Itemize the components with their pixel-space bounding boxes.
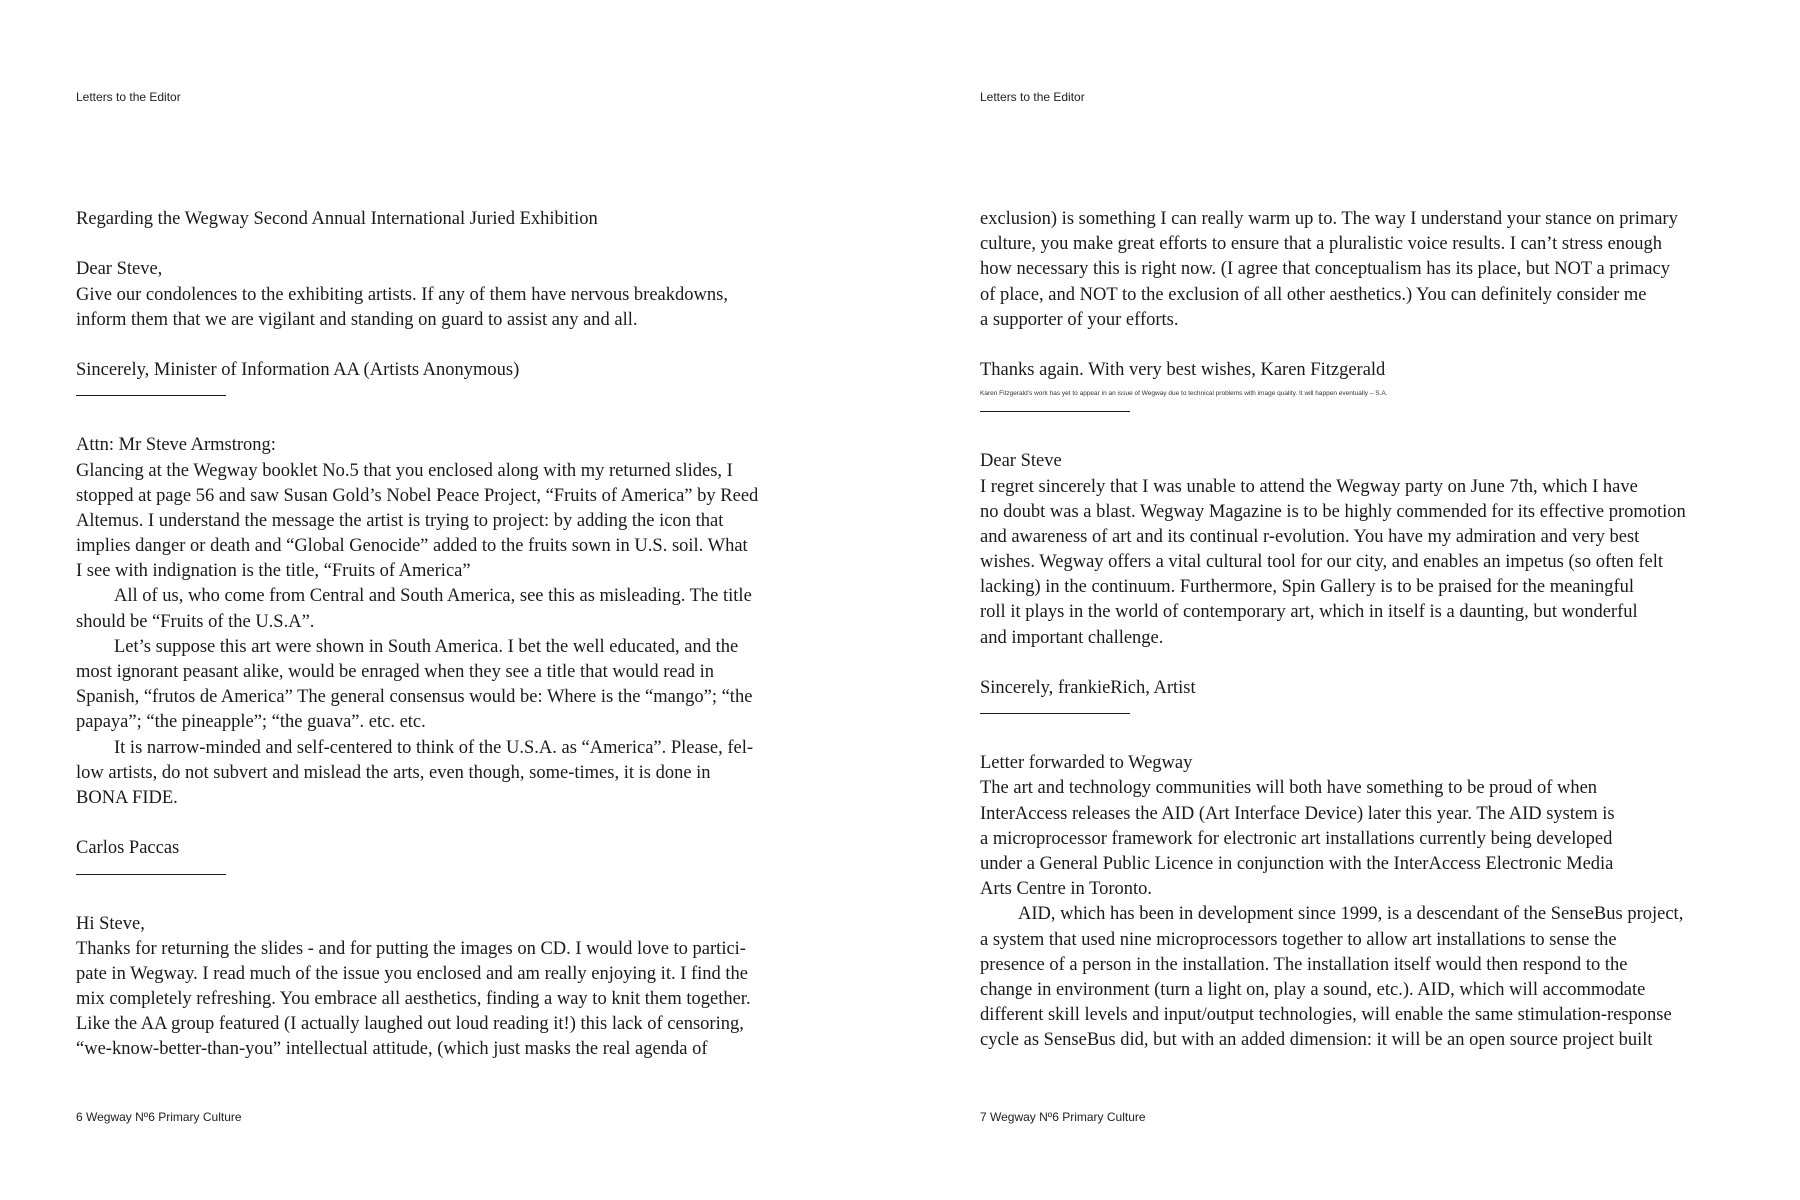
- text-line: inform them that we are vigilant and standing on guard to assist any and all.: [76, 309, 638, 330]
- text-line: most ignorant peasant alike, would be enraged when they see a title that would read in: [76, 662, 715, 682]
- letters-column: [76, 207, 846, 1063]
- text-line: wishes. Wegway offers a vital cultural tool for our city, and enables an impetus (so often felt: [980, 552, 1663, 573]
- text-line: change in environment (turn a light on, play a sound, etc.). AID, which will accommodate: [980, 979, 1646, 1000]
- text-line: All of us, who come from Central and South America, see this as misleading. The title: [114, 586, 752, 607]
- text-line: “we-know-better-than-you” intellectual attitude, (which just masks the real agenda of: [76, 1039, 708, 1060]
- text-line: lacking) in the continuum. Furthermore, Spin Gallery is to be praised for the meaningful: [980, 577, 1635, 598]
- letter-divider: [980, 411, 1130, 412]
- text-line: cycle as SenseBus did, but with an added dimension: it will be an open source project built: [980, 1030, 1653, 1051]
- text-line: I regret sincerely that I was unable to attend the Wegway party on June 7th, which I have: [980, 476, 1638, 497]
- text-line: under a General Public Licence in conjunction with the InterAccess Electronic Media: [980, 853, 1614, 874]
- text-line: Attn: Mr Steve Armstrong:: [76, 435, 276, 456]
- letter-divider: [980, 713, 1130, 714]
- running-head: Letters to the Editor: [980, 90, 1085, 104]
- text-line: Hi Steve,: [76, 913, 145, 934]
- text-line: Letter forwarded to Wegway: [980, 753, 1193, 774]
- text-line: no doubt was a blast. Wegway Magazine is to be highly commended for its effective promotion: [980, 501, 1686, 522]
- text-line: implies danger or death and “Global Genocide” added to the fruits sown in U.S. soil. What: [76, 536, 748, 557]
- text-line: and awareness of art and its continual r-evolution. You have my admiration and very best: [980, 526, 1640, 547]
- text-line: mix completely refreshing. You embrace all aesthetics, finding a way to knit them together.: [76, 989, 751, 1010]
- paragraph-gap: [76, 333, 846, 358]
- right-page: [900, 0, 1800, 1200]
- text-line: Dear Steve: [980, 451, 1062, 472]
- text-line: Spanish, “frutos de America” The general consensus would be: Where is the “mango”; “the: [76, 687, 753, 708]
- paragraph-gap: [980, 651, 1760, 676]
- letter-divider: [76, 395, 226, 396]
- text-line: BONA FIDE.: [76, 787, 178, 808]
- text-line: presence of a person in the installation. The installation itself would then respond to the: [980, 954, 1628, 975]
- text-line: Regarding the Wegway Second Annual International Juried Exhibition: [76, 209, 598, 229]
- text-line: stopped at page 56 and saw Susan Gold’s Nobel Peace Project, “Fruits of America” by Reed: [76, 485, 759, 506]
- text-line: AID, which has been in development since 1999, is a descendant of the SenseBus project,: [1018, 904, 1684, 925]
- page-folio: 7 Wegway Nº6 Primary Culture: [980, 1110, 1146, 1124]
- text-line: of place, and NOT to the exclusion of all other aesthetics.) You can definitely consider me: [980, 284, 1647, 305]
- text-line: papaya”; “the pineapple”; “the guava”. etc. etc.: [76, 712, 426, 733]
- running-head: Letters to the Editor: [76, 90, 181, 104]
- text-line: Give our condolences to the exhibiting artists. If any of them have nervous breakdowns,: [76, 284, 728, 305]
- text-line: a microprocessor framework for electronic art installations currently being developed: [980, 828, 1613, 849]
- text-line: a system that used nine microprocessors together to allow art installations to sense the: [980, 929, 1617, 950]
- text-line: Sincerely, frankieRich, Artist: [980, 678, 1196, 698]
- text-line: The art and technology communities will both have something to be proud of when: [980, 778, 1598, 799]
- text-line: how necessary this is right now. (I agree that conceptualism has its place, but NOT a primacy: [980, 259, 1670, 280]
- text-line: different skill levels and input/output technologies, will enable the same stimulation-response: [980, 1005, 1672, 1026]
- text-line: pate in Wegway. I read much of the issue you enclosed and am really enjoying it. I find the: [76, 963, 749, 984]
- paragraph-gap: [980, 333, 1760, 358]
- text-line: exclusion) is something I can really warm up to. The way I understand your stance on primary: [980, 209, 1678, 229]
- letter-divider: [76, 874, 226, 875]
- paragraph-gap: [76, 811, 846, 836]
- text-line: Let’s suppose this art were shown in South America. I bet the well educated, and the: [114, 636, 739, 657]
- text-line: a supporter of your efforts.: [980, 309, 1179, 330]
- text-line: Thanks again. With very best wishes, Karen Fitzgerald: [980, 360, 1386, 381]
- text-line: Dear Steve,: [76, 259, 163, 280]
- text-line: Like the AA group featured (I actually laughed out loud reading it!) this lack of censoring,: [76, 1014, 744, 1035]
- text-line: It is narrow-minded and self-centered to think of the U.S.A. as “America”. Please, fel-: [114, 737, 754, 758]
- text-line: Glancing at the Wegway booklet No.5 that you enclosed along with my returned slides, I: [76, 460, 733, 481]
- text-line: Sincerely, Minister of Information AA (Artists Anonymous): [76, 360, 520, 381]
- text-line: Altemus. I understand the message the artist is trying to project: by adding the icon that: [76, 510, 724, 531]
- page-folio: 6 Wegway Nº6 Primary Culture: [76, 1110, 242, 1124]
- text-line: roll it plays in the world of contemporary art, which in itself is a daunting, but wonderful: [980, 602, 1638, 623]
- text-line: culture, you make great efforts to ensure that a pluralistic voice results. I can’t stress enough: [980, 234, 1663, 255]
- text-line: InterAccess releases the AID (Art Interface Device) later this year. The AID system is: [980, 803, 1615, 824]
- text-line: and important challenge.: [980, 627, 1164, 648]
- text-line: low artists, do not subvert and mislead the arts, even though, some-times, it is done in: [76, 762, 711, 783]
- text-line: Carlos Paccas: [76, 838, 180, 859]
- text-line: Thanks for returning the slides - and for putting the images on CD. I would love to partici-: [76, 938, 746, 959]
- letters-column: [980, 207, 1760, 1053]
- text-line: Arts Centre in Toronto.: [980, 879, 1153, 900]
- editor-footnote: Karen Fitzgerald’s work has yet to appear in an issue of Wegway due to technical problems with image quality. It will happen eventually – S.A.: [980, 390, 1388, 398]
- paragraph-gap: [76, 232, 846, 257]
- text-line: I see with indignation is the title, “Fruits of America”: [76, 561, 471, 582]
- text-line: should be “Fruits of the U.S.A”.: [76, 611, 315, 632]
